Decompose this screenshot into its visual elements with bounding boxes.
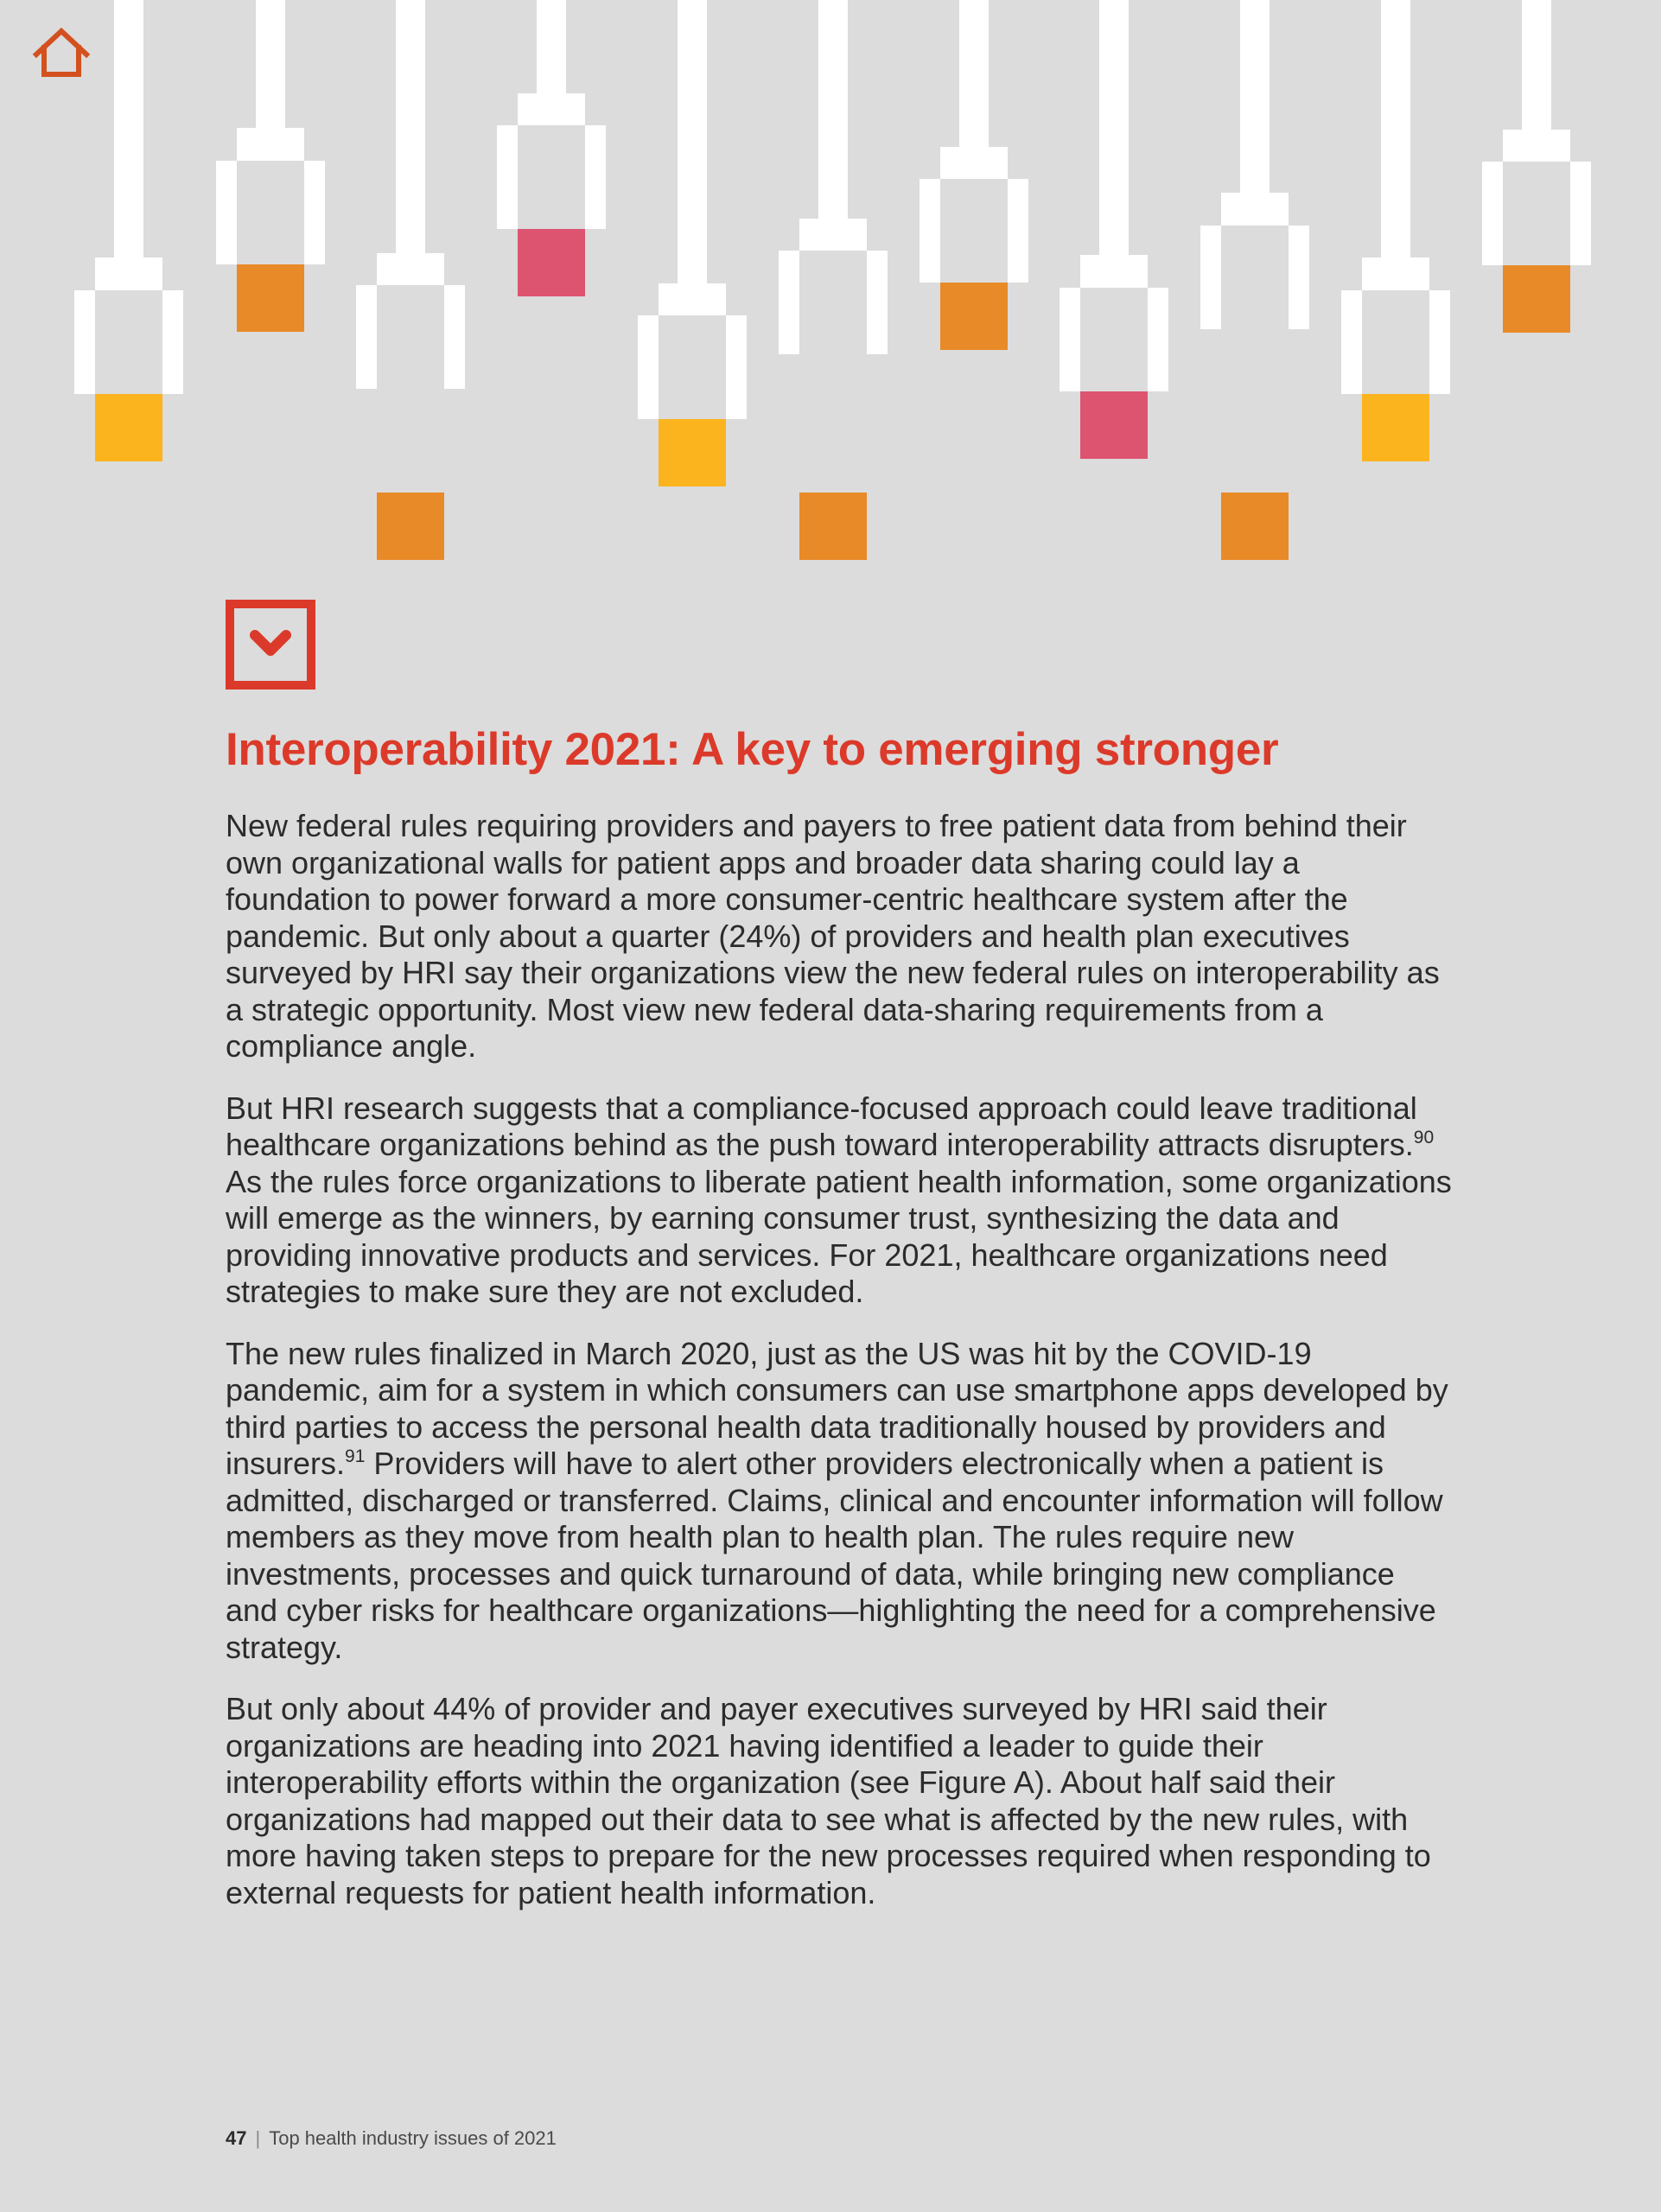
- expand-toggle-button[interactable]: [226, 600, 315, 690]
- paragraph-3: [226, 1336, 1453, 1667]
- paragraph-4: But only about 44% of provider and payer executives surveyed by HRI said their organizations are heading into 2021 having identified a leader to guide their interoperability efforts within the organization (see Figure A). About half said their organizations had mapped out their data to see what is affected by the new rules, with more having taken steps to prepare for the new processes required when responding to external requests for patient health information.: [226, 1691, 1431, 1910]
- chevron-down-icon: [226, 600, 315, 690]
- paragraph-3-text: The new rules finalized in March 2020, just as the US was hit by the COVID-19 pandemic, aim for a system in which consumers can use smartphone apps developed by third parties to access the personal health data traditionally housed by providers and insurers.: [226, 1335, 1448, 1481]
- paragraph-2-text: But HRI research suggests that a compliance-focused approach could leave traditional healthcare organizations behind as the push toward interoperability attracts disrupters.: [226, 1090, 1417, 1162]
- page-number: 47: [226, 2127, 247, 2149]
- article: [226, 721, 1453, 1936]
- page-footer: [226, 2127, 557, 2150]
- footer-separator: |: [255, 2127, 261, 2149]
- connector-cables-illustration: [0, 0, 1661, 570]
- paragraph-2-text-cont: As the rules force organizations to liberate patient health information, some organizations will emerge as the winners, by earning consumer trust, synthesizing the data and providing innovative products and services. For 2021, healthcare organizations need strategies to make sure they are not excluded.: [226, 1163, 1452, 1309]
- page-title: Interoperability 2021: A key to emerging stronger: [226, 724, 1279, 775]
- paragraph-1: New federal rules requiring providers and payers to free patient data from behind their own organizational walls for patient apps and broader data sharing could lay a foundation to power forward a more consumer-centric healthcare system after the pandemic. But only about a quarter (24%) of providers and health plan executives surveyed by HRI say their organizations view the new federal rules on interoperability as a strategic opportunity. Most view new federal data-sharing requirements from a compliance angle.: [226, 808, 1440, 1064]
- publication-title: Top health industry issues of 2021: [269, 2127, 557, 2149]
- footnote-ref-91[interactable]: 91: [345, 1446, 366, 1466]
- paragraph-2: [226, 1090, 1453, 1311]
- paragraph-3-text-cont: Providers will have to alert other providers electronically when a patient is admitted, discharged or transferred. Claims, clinical and encounter information will follow members as they move from health plan to health plan. The rules require new investments, processes and quick turnaround of data, while bringing new compliance and cyber risks for healthcare organizations—highlighting the need for a comprehensive strategy.: [226, 1446, 1443, 1665]
- footnote-ref-90[interactable]: 90: [1413, 1128, 1435, 1147]
